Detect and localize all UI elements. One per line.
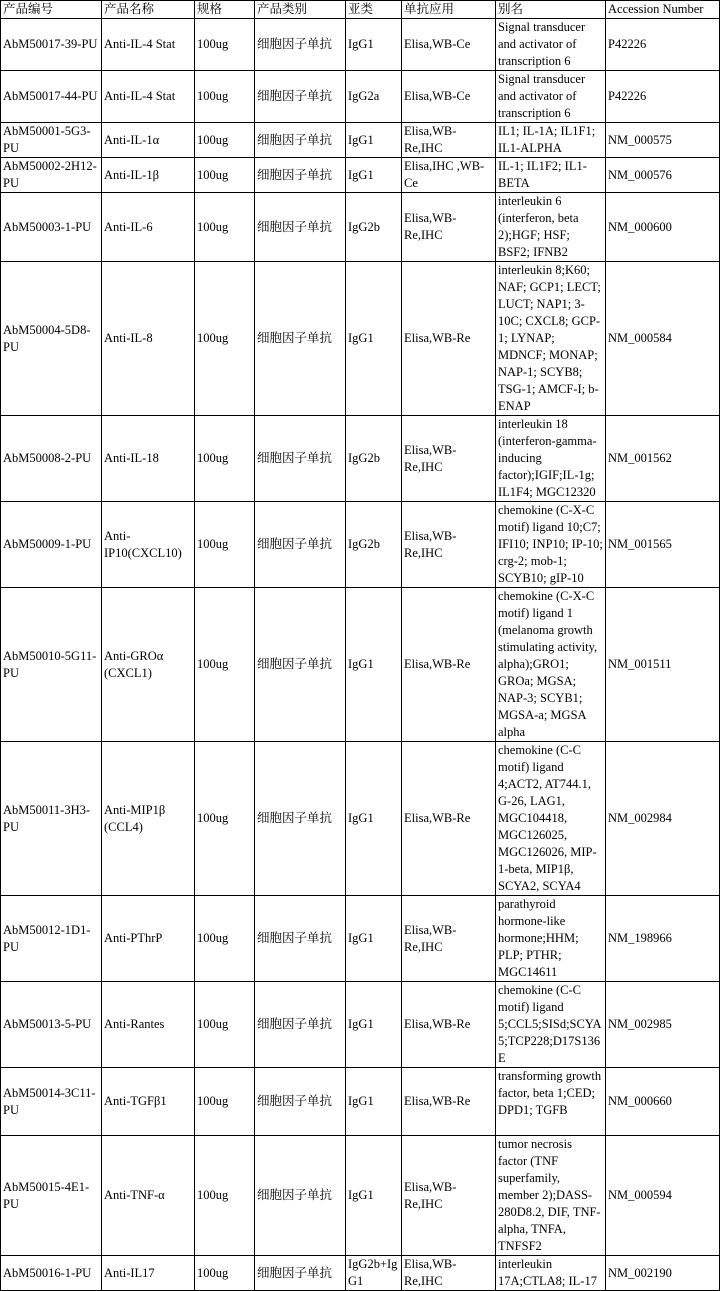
- cell-category: 细胞因子单抗: [255, 123, 346, 158]
- cell-application: Elisa,WB-Re,IHC: [402, 416, 496, 502]
- table-row: [1, 416, 720, 502]
- cell-subtype: IgG1: [346, 262, 402, 416]
- table-row: [1, 123, 720, 158]
- cell-accession: NM_000575: [606, 123, 720, 158]
- cell-subtype: IgG1: [346, 19, 402, 71]
- header-cell-name: 产品名称: [102, 1, 195, 19]
- cell-accession: NM_000584: [606, 262, 720, 416]
- cell-accession: NM_000660: [606, 1068, 720, 1136]
- cell-product-id: AbM50017-44-PU: [1, 71, 102, 123]
- cell-subtype: IgG1: [346, 896, 402, 982]
- cell-accession: NM_000600: [606, 193, 720, 262]
- cell-product-id: AbM50012-1D1-PU: [1, 896, 102, 982]
- cell-product-name: Anti-IL-1β: [102, 158, 195, 193]
- cell-subtype: IgG1: [346, 982, 402, 1068]
- cell-spec: 100ug: [195, 502, 255, 588]
- cell-category: 细胞因子单抗: [255, 1256, 346, 1291]
- cell-category: 细胞因子单抗: [255, 19, 346, 71]
- cell-alias: Signal transducer and activator of transcription 6: [496, 19, 606, 71]
- cell-accession: NM_001565: [606, 502, 720, 588]
- table-row: [1, 193, 720, 262]
- cell-category: 细胞因子单抗: [255, 193, 346, 262]
- cell-category: 细胞因子单抗: [255, 742, 346, 896]
- cell-product-name: Anti-TGFβ1: [102, 1068, 195, 1136]
- header-cell-spec: 规格: [195, 1, 255, 19]
- cell-accession: NM_001511: [606, 588, 720, 742]
- cell-application: Elisa,WB-Re,IHC: [402, 123, 496, 158]
- cell-product-id: AbM50010-5G11-PU: [1, 588, 102, 742]
- cell-product-id: AbM50011-3H3-PU: [1, 742, 102, 896]
- cell-alias: interleukin 6 (interferon, beta 2);HGF; HSF; BSF2; IFNB2: [496, 193, 606, 262]
- cell-spec: 100ug: [195, 158, 255, 193]
- cell-alias: chemokine (C-X-C motif) ligand 10;C7; IFI10; INP10; IP-10; crg-2; mob-1; SCYB10; gIP-10: [496, 502, 606, 588]
- cell-category: 细胞因子单抗: [255, 588, 346, 742]
- cell-accession: NM_198966: [606, 896, 720, 982]
- cell-product-name: Anti-GROα (CXCL1): [102, 588, 195, 742]
- header-cell-category: 产品类别: [255, 1, 346, 19]
- cell-subtype: IgG1: [346, 1136, 402, 1256]
- cell-subtype: IgG2b+IgG1: [346, 1256, 402, 1291]
- cell-product-name: Anti-IL-4 Stat: [102, 19, 195, 71]
- cell-category: 细胞因子单抗: [255, 416, 346, 502]
- table-row: [1, 742, 720, 896]
- cell-product-id: AbM50014-3C11-PU: [1, 1068, 102, 1136]
- cell-alias: interleukin 18 (interferon-gamma-inducing factor);IGIF;IL-1g; IL1F4; MGC12320: [496, 416, 606, 502]
- table-row: [1, 896, 720, 982]
- cell-subtype: IgG1: [346, 742, 402, 896]
- table-row: [1, 262, 720, 416]
- cell-accession: NM_000594: [606, 1136, 720, 1256]
- cell-application: Elisa,WB-Ce: [402, 19, 496, 71]
- cell-category: 细胞因子单抗: [255, 158, 346, 193]
- cell-subtype: IgG1: [346, 588, 402, 742]
- cell-product-id: AbM50009-1-PU: [1, 502, 102, 588]
- cell-spec: 100ug: [195, 1068, 255, 1136]
- cell-product-name: Anti-IL-18: [102, 416, 195, 502]
- cell-alias: IL-1; IL1F2; IL1-BETA: [496, 158, 606, 193]
- cell-category: 细胞因子单抗: [255, 982, 346, 1068]
- cell-spec: 100ug: [195, 982, 255, 1068]
- cell-spec: 100ug: [195, 193, 255, 262]
- table-row: [1, 1256, 720, 1291]
- cell-subtype: IgG1: [346, 1068, 402, 1136]
- cell-alias: interleukin 8;K60; NAF; GCP1; LECT; LUCT; NAP1; 3-10C; CXCL8; GCP-1; LYNAP; MDNCF; MONAP; NAP-1; SCYB8; TSG-1; AMCF-I; b-ENAP: [496, 262, 606, 416]
- cell-application: Elisa,WB-Re: [402, 982, 496, 1068]
- cell-spec: 100ug: [195, 71, 255, 123]
- cell-subtype: IgG1: [346, 158, 402, 193]
- cell-spec: 100ug: [195, 123, 255, 158]
- cell-application: Elisa,WB-Re,IHC: [402, 1136, 496, 1256]
- cell-spec: 100ug: [195, 588, 255, 742]
- cell-spec: 100ug: [195, 1136, 255, 1256]
- cell-alias: parathyroid hormone-like hormone;HHM; PLP; PTHR; MGC14611: [496, 896, 606, 982]
- cell-accession: P42226: [606, 19, 720, 71]
- cell-subtype: IgG2b: [346, 193, 402, 262]
- cell-spec: 100ug: [195, 19, 255, 71]
- cell-spec: 100ug: [195, 742, 255, 896]
- cell-spec: 100ug: [195, 896, 255, 982]
- cell-alias: chemokine (C-C motif) ligand 5;CCL5;SISd;SCYA5;TCP228;D17S136E: [496, 982, 606, 1068]
- cell-product-id: AbM50016-1-PU: [1, 1256, 102, 1291]
- cell-product-id: AbM50008-2-PU: [1, 416, 102, 502]
- cell-alias: chemokine (C-C motif) ligand 4;ACT2, AT744.1, G-26, LAG1, MGC104418, MGC126025, MGC126026, MIP-1-beta, MIP1β, SCYA2, SCYA4: [496, 742, 606, 896]
- table-row: [1, 71, 720, 123]
- cell-accession: NM_000576: [606, 158, 720, 193]
- cell-accession: NM_002190: [606, 1256, 720, 1291]
- cell-product-name: Anti-MIP1β (CCL4): [102, 742, 195, 896]
- cell-application: Elisa,WB-Re,IHC: [402, 896, 496, 982]
- cell-alias: Signal transducer and activator of transcription 6: [496, 71, 606, 123]
- table-row: [1, 158, 720, 193]
- table-row: [1, 502, 720, 588]
- header-cell-subtype: 亚类: [346, 1, 402, 19]
- cell-category: 细胞因子单抗: [255, 1136, 346, 1256]
- cell-application: Elisa,WB-Re,IHC: [402, 502, 496, 588]
- cell-spec: 100ug: [195, 262, 255, 416]
- cell-alias: tumor necrosis factor (TNF superfamily, member 2);DASS-280D8.2, DIF, TNF-alpha, TNFA, TNFSF2: [496, 1136, 606, 1256]
- table-row: [1, 982, 720, 1068]
- cell-subtype: IgG2b: [346, 416, 402, 502]
- header-row: [1, 1, 720, 19]
- cell-product-id: AbM50003-1-PU: [1, 193, 102, 262]
- cell-spec: 100ug: [195, 416, 255, 502]
- cell-product-name: Anti-IL17: [102, 1256, 195, 1291]
- table-row: [1, 1068, 720, 1136]
- cell-application: Elisa,WB-Re: [402, 1068, 496, 1136]
- cell-product-id: AbM50017-39-PU: [1, 19, 102, 71]
- cell-alias: IL1; IL-1A; IL1F1; IL1-ALPHA: [496, 123, 606, 158]
- cell-spec: 100ug: [195, 1256, 255, 1291]
- cell-application: Elisa,WB-Re: [402, 262, 496, 416]
- table-row: [1, 1136, 720, 1256]
- cell-category: 细胞因子单抗: [255, 71, 346, 123]
- cell-category: 细胞因子单抗: [255, 1068, 346, 1136]
- cell-accession: P42226: [606, 71, 720, 123]
- cell-application: Elisa,WB-Re,IHC: [402, 193, 496, 262]
- cell-product-id: AbM50002-2H12-PU: [1, 158, 102, 193]
- cell-alias: transforming growth factor, beta 1;CED; DPD1; TGFB: [496, 1068, 606, 1136]
- cell-product-name: Anti-TNF-α: [102, 1136, 195, 1256]
- cell-product-id: AbM50015-4E1-PU: [1, 1136, 102, 1256]
- cell-application: Elisa,WB-Re: [402, 742, 496, 896]
- header-cell-id: 产品编号: [1, 1, 102, 19]
- cell-alias: interleukin 17A;CTLA8; IL-17: [496, 1256, 606, 1291]
- cell-application: Elisa,WB-Re: [402, 588, 496, 742]
- cell-category: 细胞因子单抗: [255, 896, 346, 982]
- cell-accession: NM_002985: [606, 982, 720, 1068]
- table-row: [1, 588, 720, 742]
- cell-product-name: Anti-PThrP: [102, 896, 195, 982]
- cell-subtype: IgG1: [346, 123, 402, 158]
- cell-subtype: IgG2b: [346, 502, 402, 588]
- cell-product-name: Anti-IL-8: [102, 262, 195, 416]
- cell-subtype: IgG2a: [346, 71, 402, 123]
- cell-product-id: AbM50004-5D8-PU: [1, 262, 102, 416]
- cell-product-id: AbM50001-5G3-PU: [1, 123, 102, 158]
- cell-product-name: Anti-IL-4 Stat: [102, 71, 195, 123]
- header-cell-alias: 别名: [496, 1, 606, 19]
- cell-product-id: AbM50013-5-PU: [1, 982, 102, 1068]
- cell-product-name: Anti-IP10(CXCL10): [102, 502, 195, 588]
- cell-application: Elisa,WB-Re,IHC: [402, 1256, 496, 1291]
- cell-application: Elisa,WB-Ce: [402, 71, 496, 123]
- cell-category: 细胞因子单抗: [255, 502, 346, 588]
- cell-accession: NM_001562: [606, 416, 720, 502]
- cell-product-name: Anti-IL-1α: [102, 123, 195, 158]
- header-cell-accession: Accession Number: [606, 1, 720, 19]
- cell-product-name: Anti-Rantes: [102, 982, 195, 1068]
- cell-product-name: Anti-IL-6: [102, 193, 195, 262]
- cell-category: 细胞因子单抗: [255, 262, 346, 416]
- cell-application: Elisa,IHC ,WB-Ce: [402, 158, 496, 193]
- cell-accession: NM_002984: [606, 742, 720, 896]
- header-cell-application: 单抗应用: [402, 1, 496, 19]
- cell-alias: chemokine (C-X-C motif) ligand 1 (melanoma growth stimulating activity, alpha);GRO1; GROa; MGSA; NAP-3; SCYB1; MGSA-a; MGSA alpha: [496, 588, 606, 742]
- table-row: [1, 19, 720, 71]
